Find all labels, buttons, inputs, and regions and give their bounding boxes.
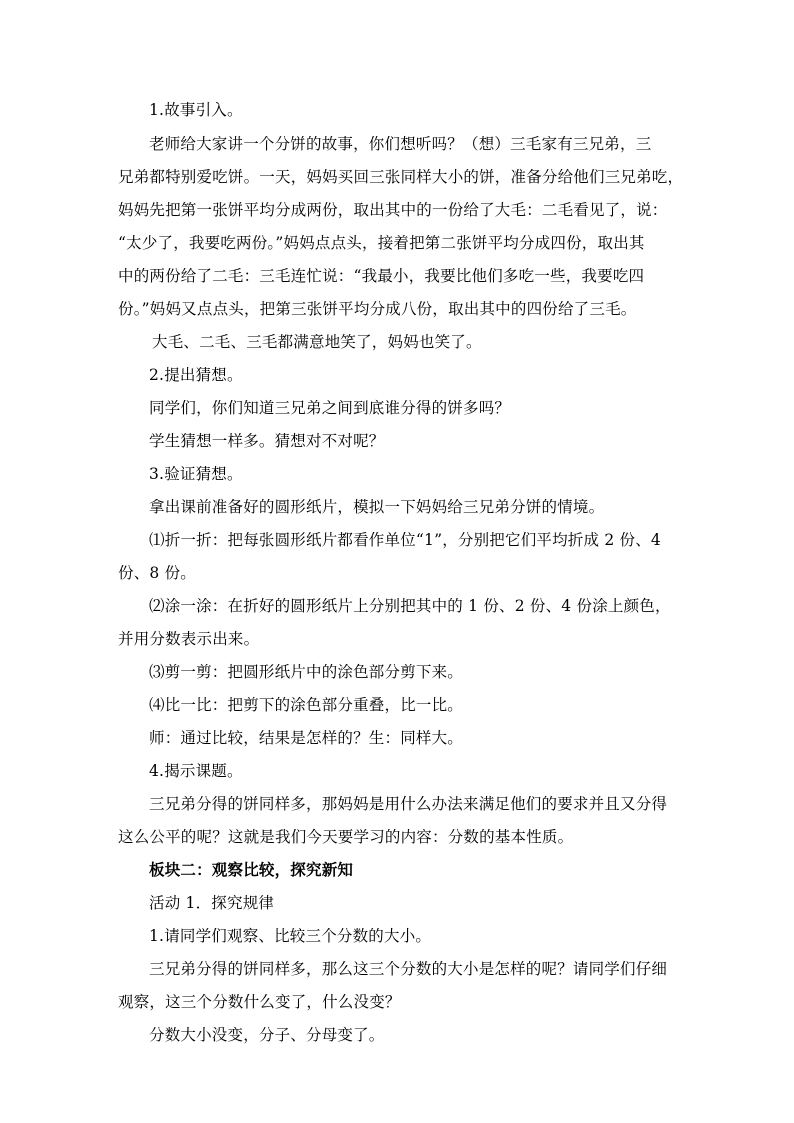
paragraph-line: 学生猜想一样多。猜想对不对呢？ (149, 432, 385, 450)
paragraph-line: 师：通过比较，结果是怎样的？生：同样大。 (149, 729, 464, 747)
step-compare: ⑷比一比：把剪下的涂色部分重叠，比一比。 (149, 696, 464, 714)
paragraph-line: 同学们，你们知道三兄弟之间到底谁分得的饼多吗？ (149, 399, 511, 417)
paragraph-line: 观察，这三个分数什么变了，什么没变？ (118, 993, 401, 1011)
paragraph-line: 妈妈先把第一张饼平均分成两份，取出其中的一份给了大毛：二毛看见了，说： (118, 201, 668, 219)
step-cut: ⑶剪一剪：把圆形纸片中的涂色部分剪下来。 (149, 663, 464, 681)
paragraph-line: 1.请同学们观察、比较三个分数的大小。 (149, 927, 432, 945)
step-fold: ⑴折一折：把每张圆形纸片都看作单位“1”，分别把它们平均折成 2 份、4 (149, 531, 661, 549)
heading-propose-guess: 2.提出猜想。 (149, 366, 243, 384)
paragraph-line: 份。”妈妈又点点头，把第三张饼平均分成八份，取出其中的四份给了三毛。 (118, 300, 637, 318)
paragraph-line: 三兄弟分得的饼同样多，那么这三个分数的大小是怎样的呢？请同学们仔细 (149, 960, 668, 978)
paragraph-line: 并用分数表示出来。 (118, 630, 260, 648)
paragraph-line: 拿出课前准备好的圆形纸片，模拟一下妈妈给三兄弟分饼的情境。 (149, 498, 605, 516)
heading-verify-guess: 3.验证猜想。 (149, 465, 243, 483)
paragraph-line: “太少了，我要吃两份。”妈妈点点头，接着把第二张饼平均分成四份，取出其 (118, 234, 645, 252)
paragraph-line: 大毛、二毛、三毛都满意地笑了，妈妈也笑了。 (152, 333, 482, 351)
section-heading: 板块二：观察比较，探究新知 (149, 860, 354, 879)
paragraph-line: 老师给大家讲一个分饼的故事，你们想听吗？（想）三毛家有三兄弟，三 (149, 135, 652, 153)
paragraph-line: 分数大小没变，分子、分母变了。 (149, 1026, 385, 1044)
paragraph-line: 中的两份给了二毛：三毛连忙说：“我最小，我要比他们多吃一些，我要吃四 (118, 267, 645, 285)
paragraph-line: 份、8 份。 (118, 564, 196, 582)
paragraph-line: 这么公平的呢？这就是我们今天要学习的内容：分数的基本性质。 (118, 828, 574, 846)
heading-reveal-topic: 4.揭示课题。 (149, 762, 243, 780)
activity-heading: 活动 1．探究规律 (149, 894, 275, 912)
paragraph-line: 兄弟都特别爱吃饼。一天，妈妈买回三张同样大小的饼，准备分给他们三兄弟吃， (118, 168, 684, 186)
paragraph-line: 三兄弟分得的饼同样多，那妈妈是用什么办法来满足他们的要求并且又分得 (149, 795, 668, 813)
step-paint: ⑵涂一涂：在折好的圆形纸片上分别把其中的 1 份、2 份、4 份涂上颜色， (149, 597, 671, 615)
heading-story-intro: 1.故事引入。 (149, 101, 243, 119)
